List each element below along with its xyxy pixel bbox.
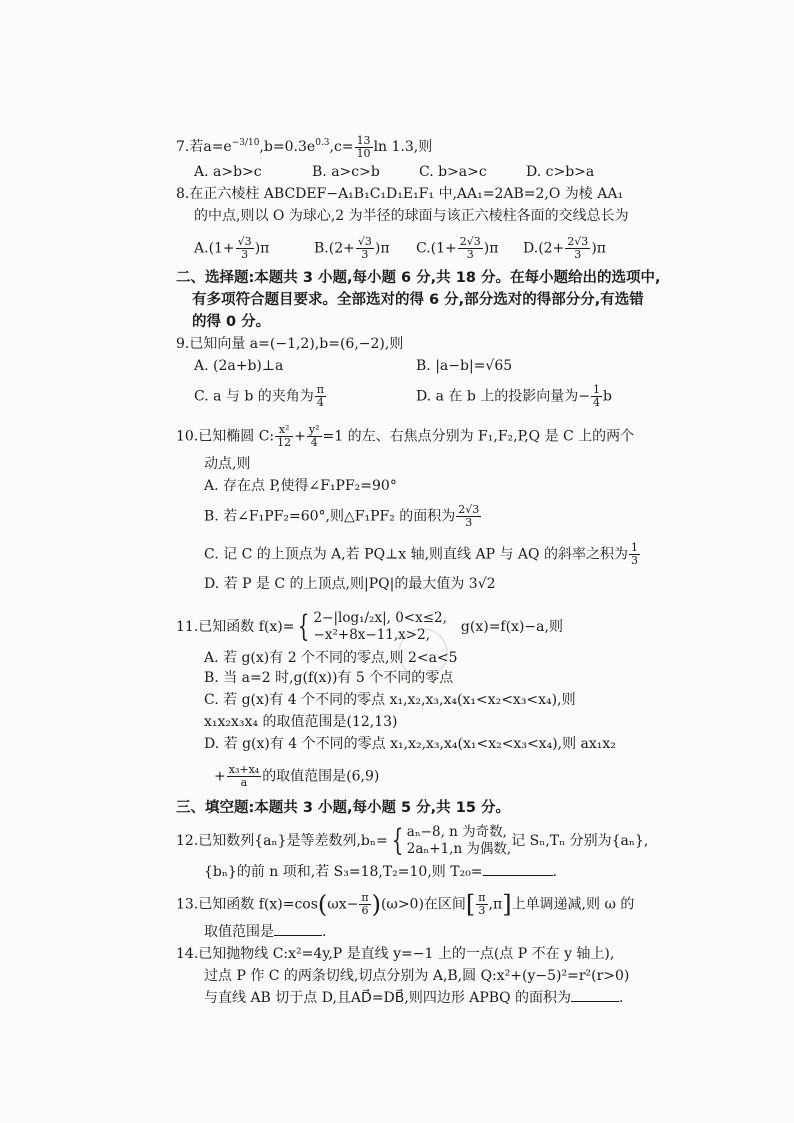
- q12-post: 记 Sₙ,Tₙ 分别为{aₙ},: [511, 833, 649, 849]
- q12-brace: {: [391, 823, 403, 858]
- q11-d-plus: +: [214, 768, 226, 785]
- q10-c-den: 3: [630, 554, 638, 567]
- q11-option-c-line-2: x₁x₂x₃x₄ 的取值范围是(12,13): [204, 714, 398, 730]
- q12-end: .: [552, 864, 557, 880]
- q9-option-a: A. (2a+b)⊥a: [194, 358, 284, 374]
- q14-line-3: [204, 988, 623, 1008]
- q7-c-fraction: [355, 135, 373, 160]
- q8-line-2: 的中点,则以 O 为球心,2 为半径的球面与该正六棱柱各面的交线总长为: [194, 208, 629, 224]
- q10-b-pre: B. 若∠F₁PF₂=60°,则△F₁PF₂ 的面积为: [204, 508, 456, 525]
- q9-option-b: B. |a−b|=√65: [416, 358, 513, 374]
- q13-interval-frac: [476, 892, 487, 917]
- q8-c-num: 2√3: [459, 235, 481, 248]
- q10-stem: [176, 424, 634, 449]
- q10-c-num: 1: [630, 541, 638, 554]
- q13-answer-blank[interactable]: [274, 923, 322, 936]
- q13-int-den: 3: [478, 904, 486, 917]
- q14-answer-blank[interactable]: [571, 989, 619, 1002]
- q8-c-pre: (1+: [430, 240, 457, 257]
- q13-int-num: π: [478, 891, 486, 904]
- q8-c-den: 3: [466, 248, 474, 261]
- q13-inner-pre: ωx−: [327, 896, 359, 913]
- q12-case-2: 2aₙ+1,n 为偶数,: [406, 841, 512, 857]
- q8-d-post: )π: [591, 240, 606, 257]
- q14-line-3-text: 与直线 AB 切于点 D,且AD⃗=DB⃗,则四边形 APBQ 的面积为: [204, 990, 572, 1006]
- q13-line-2-text: 取值范围是: [204, 924, 274, 940]
- q10-c-pre: C. 记 C 的上顶点为 A,若 PQ⊥x 轴,则直线 AP 与 AQ 的斜率之积为: [204, 546, 628, 563]
- q11-cases: [314, 610, 447, 644]
- q8-a-label: A.: [194, 240, 209, 257]
- q13-post: 上单调递减,则 ω 的: [511, 896, 635, 913]
- q7-option-d: D. c>b>a: [526, 164, 595, 180]
- q9-d-den: 4: [593, 396, 601, 409]
- q10-b-frac: [456, 504, 481, 529]
- q13-int-post: ,π: [488, 896, 503, 913]
- q10-b-den: 3: [465, 516, 473, 529]
- q12-line-2-text: {bₙ}的前 n 项和,若 S₃=18,T₂=10,则 T₂₀=: [204, 864, 483, 880]
- q13-bracket-open: [: [465, 890, 476, 919]
- q14-end: .: [619, 990, 624, 1006]
- q8-b-post: )π: [374, 240, 390, 257]
- q7-prefix: 7.若: [176, 139, 204, 155]
- q8-b-pre: (2+: [328, 240, 355, 257]
- q8-a-frac: [236, 236, 254, 261]
- q8-b-num: √3: [357, 235, 372, 248]
- q8-d-den: 3: [574, 248, 582, 261]
- q12-answer-blank[interactable]: [483, 863, 553, 876]
- q9-d-num: 1: [593, 383, 601, 396]
- q7-c-den: 10: [356, 146, 371, 160]
- q11-case-1: 2−|log₁/₂x|, 0<x≤2,: [313, 610, 447, 626]
- q7-option-b: B. a>c>b: [312, 164, 380, 180]
- q7-expr-a: a=e: [203, 139, 232, 155]
- q12-pre: 12.已知数列{aₙ}是等差数列,bₙ=: [176, 833, 388, 849]
- q7-stem: [176, 133, 432, 160]
- q7-expr-b: ,b=0.3e: [259, 139, 316, 155]
- q11-case-2: −x²+8x−11,x>2,: [313, 627, 430, 643]
- q8-options: [194, 236, 654, 266]
- q13-inner-num: π: [361, 891, 369, 904]
- q13-inner-frac: [359, 892, 370, 917]
- q8-b-label: B.: [314, 240, 329, 257]
- q7-option-a: A. a>b>c: [194, 164, 262, 180]
- q11-option-d-line-2: [214, 764, 379, 789]
- q8-option-a: [194, 236, 269, 261]
- q13-paren-open: (: [317, 890, 328, 919]
- q8-option-b: [314, 236, 390, 261]
- q10-b-num: 2√3: [458, 503, 480, 516]
- section-2-heading-line-1: 二、选择题:本题共 3 小题,每小题 6 分,共 18 分。在每小题给出的选项中,: [176, 270, 661, 286]
- q13-inner-den: 6: [361, 904, 369, 917]
- q11-option-c-line-1: C. 若 g(x)有 4 个不同的零点 x₁,x₂,x₃,x₄(x₁<x₂<x₃<x₄),则: [204, 692, 576, 708]
- q8-d-pre: (2+: [538, 240, 565, 257]
- q13-stem: [176, 892, 634, 917]
- q8-a-post: )π: [254, 240, 270, 257]
- q13-paren-close: ): [371, 890, 381, 919]
- q9-d-frac: [591, 384, 602, 409]
- q9-option-d: [416, 384, 612, 409]
- q10-c-frac: [629, 542, 640, 567]
- q12-case-1: aₙ−8, n 为奇数,: [406, 824, 507, 840]
- q12-cases: [407, 824, 511, 858]
- q13-pre: 13.已知函数 f(x)=cos: [176, 896, 318, 913]
- q10-f1-num: x²: [275, 424, 293, 437]
- q11-d-den: a: [240, 776, 248, 789]
- q11-stem: [176, 610, 563, 644]
- q10-plus: +: [294, 428, 306, 445]
- q11-option-d-line-1: D. 若 g(x)有 4 个不同的零点 x₁,x₂,x₃,x₄(x₁<x₂<x₃<x₄),则 ax₁x₂: [204, 736, 616, 752]
- q9-d-pre: D. a 在 b 上的投影向量为−: [416, 388, 591, 405]
- q7-exp-b: 0.3: [315, 138, 330, 148]
- section-2-heading-line-2: 有多项符合题目要求。全部选对的得 6 分,部分选对的得部分分,有选错: [192, 292, 644, 308]
- q10-line-2: 动点,则: [204, 456, 251, 472]
- q7-c-num: 13: [356, 133, 371, 147]
- q11-option-a: A. 若 g(x)有 2 个不同的零点,则 2<a<5: [204, 650, 458, 666]
- q11-pre: 11.已知函数 f(x)=: [176, 619, 295, 635]
- q7-c-post: ln 1.3,则: [373, 139, 433, 155]
- q10-option-d: D. 若 P 是 C 的上顶点,则|PQ|的最大值为 3√2: [204, 576, 496, 592]
- q8-a-num: √3: [237, 235, 252, 248]
- q8-option-c: [416, 236, 498, 261]
- q10-f2-den: 4: [310, 436, 318, 449]
- q9-c-den: 4: [316, 396, 324, 409]
- q8-c-label: C.: [416, 240, 431, 257]
- q10-f2-num: y²: [308, 423, 320, 436]
- q9-c-frac: [315, 384, 326, 409]
- q9-c-num: π: [316, 383, 325, 396]
- q11-option-b: B. 当 a=2 时,g(f(x))有 5 个不同的零点: [204, 670, 454, 686]
- q10-frac-x: [275, 424, 293, 449]
- q9-stem: 9.已知向量 a=(−1,2),b=(6,−2),则: [176, 336, 404, 352]
- q8-a-pre: (1+: [208, 240, 235, 257]
- q10-f1-den: 12: [277, 436, 292, 449]
- q11-d-frac: [227, 764, 261, 789]
- q10-frac-y: [307, 424, 322, 449]
- q9-c-pre: C. a 与 b 的夹角为: [194, 388, 314, 405]
- q13-line-2: [204, 922, 326, 942]
- q13-mid: (ω>0)在区间: [380, 896, 466, 913]
- q10-option-c: [204, 542, 641, 567]
- section-3-heading: 三、填空题:本题共 3 小题,每小题 5 分,共 15 分。: [176, 800, 510, 816]
- q10-option-b: [204, 504, 482, 529]
- q13-end: .: [322, 924, 327, 940]
- q8-d-label: D.: [523, 240, 539, 257]
- q11-d-num: x₃+x₄: [228, 763, 260, 776]
- q9-d-post: b: [603, 388, 612, 405]
- q12-line-2: [204, 862, 557, 882]
- q11-post: g(x)=f(x)−a,则: [460, 619, 563, 635]
- q10-post: =1 的左、右焦点分别为 F₁,F₂,P,Q 是 C 上的两个: [322, 428, 635, 445]
- q8-b-den: 3: [361, 248, 369, 261]
- q14-line-1: 14.已知抛物线 C:x²=4y,P 是直线 y=−1 上的一点(点 P 不在 y 轴上),: [176, 946, 615, 962]
- q10-option-a: A. 存在点 P,使得∠F₁PF₂=90°: [204, 478, 397, 494]
- q13-bracket-close: ]: [502, 890, 512, 919]
- q7-exp-a: −3/10: [231, 138, 260, 148]
- q7-option-c: C. b>a>c: [419, 164, 487, 180]
- q8-a-den: 3: [241, 248, 249, 261]
- q8-option-d: [523, 236, 606, 261]
- q8-line-1: 8.在正六棱柱 ABCDEF−A₁B₁C₁D₁E₁F₁ 中,AA₁=2AB=2,O 为棱 AA₁: [176, 186, 624, 202]
- q8-c-post: )π: [483, 240, 499, 257]
- q8-c-frac: [458, 236, 483, 261]
- q12-stem: [176, 824, 648, 858]
- q11-brace: {: [298, 609, 310, 644]
- q14-line-2: 过点 P 作 C 的两条切线,切点分别为 A,B,圆 Q:x²+(y−5)²=r²(r>0): [204, 968, 630, 984]
- q8-d-num: 2√3: [567, 235, 589, 248]
- q8-d-frac: [565, 236, 590, 261]
- q9-option-c: [194, 384, 327, 409]
- section-2-heading-line-3: 的得 0 分。: [192, 314, 271, 330]
- q10-pre: 10.已知椭圆 C:: [176, 428, 275, 445]
- q8-b-frac: [356, 236, 374, 261]
- q7-expr-c: ,c=: [329, 139, 354, 155]
- q11-d-post: 的取值范围是(6,9): [262, 768, 380, 785]
